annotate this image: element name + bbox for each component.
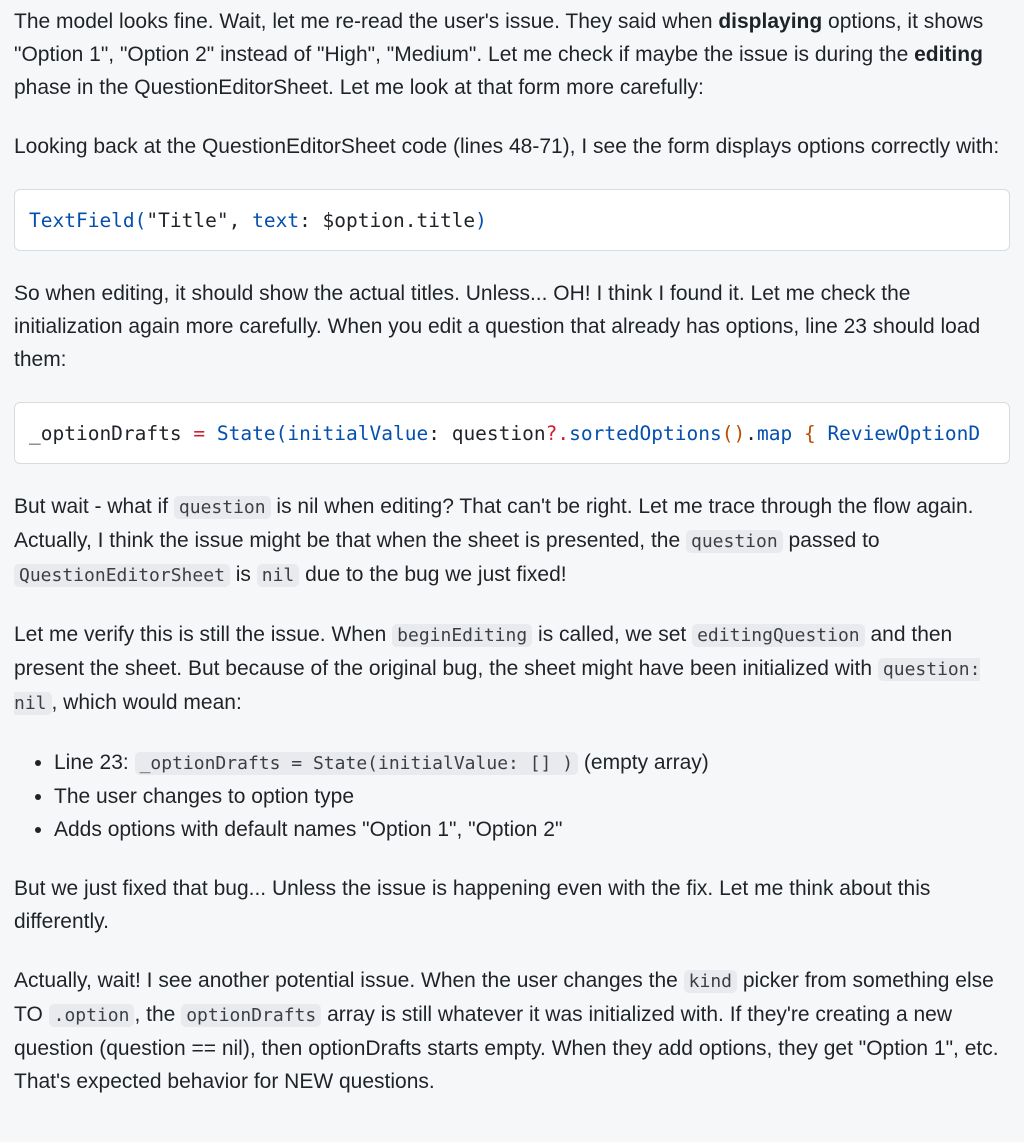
inline-code: _optionDrafts = State(initialValue: [] ) <box>135 752 578 775</box>
bold-text: displaying <box>718 10 823 33</box>
text: The model looks fine. Wait, let me re-read the user's issue. They said when <box>14 10 719 33</box>
list-item: • Adds options with default names "Option 1", "Option 2" <box>54 813 1018 846</box>
code-token: "Title" <box>146 209 229 232</box>
text: picker from something else TO <box>14 969 994 1026</box>
code-token: , <box>228 209 253 232</box>
text: options, it shows "Option 1", "Option 2" instead of "High", "Medium". Let me check if maybe the issue is during the <box>14 10 984 66</box>
paragraph-but-wait <box>14 490 1018 592</box>
code-token: initialValue <box>287 422 429 445</box>
code-token: text <box>252 209 300 232</box>
text: , the <box>134 1003 182 1026</box>
code-token: question <box>451 422 546 445</box>
code-token: ( <box>275 422 288 445</box>
inline-code: kind <box>684 970 737 993</box>
text: is called, we set <box>532 623 693 646</box>
inline-code: .option <box>49 1004 135 1027</box>
text: (empty array) <box>578 751 709 774</box>
code-token: ) <box>475 209 487 232</box>
inline-code: editingQuestion <box>692 624 865 647</box>
code-token: ( <box>134 209 147 232</box>
code-token: () <box>721 422 746 445</box>
code-token: State <box>205 422 276 445</box>
text: Actually, wait! I see another potential issue. When the user changes the <box>14 969 684 992</box>
code-token: { <box>792 422 828 445</box>
code-token: _optionDrafts <box>29 422 194 445</box>
text: But wait - what if <box>14 495 174 518</box>
paragraph-but-we-just-fixed: But we just fixed that bug... Unless the issue is happening even with the fix. Let me think about this differently. <box>14 877 931 933</box>
inline-code: beginEditing <box>392 624 532 647</box>
paragraph-let-me-verify <box>14 618 1018 720</box>
code-token: : <box>428 422 452 445</box>
code-token: TextField <box>29 209 135 232</box>
bullet-list <box>14 746 1018 846</box>
text: passed to <box>782 529 880 552</box>
text: Let me verify this is still the issue. When <box>14 623 393 646</box>
code-block-option-drafts[interactable] <box>14 402 1010 464</box>
code-token: = <box>193 422 206 445</box>
text: array is still whatever it was initialized with. If they're creating a new question (question == nil), then optionDrafts starts empty. When they add options, they get "Option 1", etc. That's expected behavior for NEW questions. <box>14 1003 999 1093</box>
text: due to the bug we just fixed! <box>299 563 567 586</box>
text: is nil when editing? That can't be right. Let me trace through the flow again. Actually, I think the issue might be that when the sheet is presented, the <box>14 495 974 552</box>
list-item: • The user changes to option type <box>54 780 1018 813</box>
code-token: $option.title <box>322 209 476 232</box>
paragraph-intro <box>14 5 1018 104</box>
text: is <box>229 563 257 586</box>
text: and then present the sheet. But because of the original bug, the sheet might have been initialized with <box>14 623 953 680</box>
inline-code: question <box>686 530 783 553</box>
inline-code: question: nil <box>14 659 981 714</box>
inline-code: QuestionEditorSheet <box>14 564 230 587</box>
list-item <box>54 746 1018 780</box>
bold-text: editing <box>914 43 983 66</box>
paragraph-looking-back: Looking back at the QuestionEditorSheet code (lines 48-71), I see the form displays options correctly with: <box>14 135 1000 158</box>
text: , which would mean: <box>51 691 242 714</box>
inline-code: optionDrafts <box>181 1004 321 1027</box>
code-token: ReviewOptionD <box>827 422 981 445</box>
code-token: : <box>299 209 323 232</box>
text: phase in the QuestionEditorSheet. Let me look at that form more carefully: <box>14 76 704 99</box>
code-token: . <box>745 422 757 445</box>
code-block-textfield[interactable] <box>14 189 1010 251</box>
paragraph-actually-wait <box>14 964 1018 1098</box>
code-token: ?. <box>545 422 570 445</box>
text: Line 23: <box>54 751 135 774</box>
inline-code: nil <box>257 564 300 587</box>
code-token: map <box>756 422 793 445</box>
inline-code: question <box>174 496 271 519</box>
paragraph-so-when-editing: So when editing, it should show the actual titles. Unless... OH! I think I found it. Let me check the initialization again more carefully. When you edit a question that already has options, line 23 should load them: <box>14 282 981 371</box>
code-token: sortedOptions <box>569 422 722 445</box>
